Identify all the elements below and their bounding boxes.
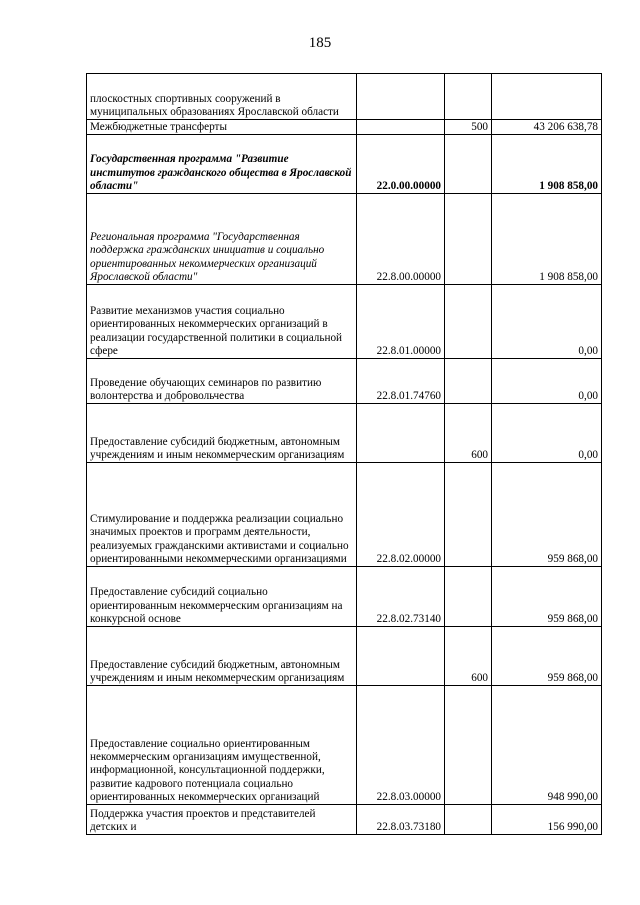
row-sum-cell: 959 868,00	[492, 463, 602, 567]
row-sum-cell: 959 868,00	[492, 627, 602, 686]
row-code-cell: 22.8.03.00000	[357, 686, 445, 805]
table-row	[87, 285, 602, 359]
row-sum-cell	[492, 74, 602, 120]
table-row	[87, 135, 602, 194]
row-code-cell: 22.0.00.00000	[357, 135, 445, 194]
budget-table	[86, 73, 602, 835]
row-code-cell: 22.8.01.00000	[357, 285, 445, 359]
row-code-cell	[357, 74, 445, 120]
row-name-cell: Предоставление субсидий бюджетным, автономным учреждениям и иным некоммерческим организациям	[87, 404, 357, 463]
row-code-cell: 22.8.03.73180	[357, 805, 445, 835]
row-name-cell: Стимулирование и поддержка реализации социально значимых проектов и программ деятельности, реализуемых гражданскими активистами и социально ориентированными некоммерческими организациями	[87, 463, 357, 567]
row-type-cell	[445, 359, 492, 404]
table-row	[87, 463, 602, 567]
row-name-cell: плоскостных спортивных сооружений в муниципальных образованиях Ярославской области	[87, 74, 357, 120]
row-type-cell	[445, 285, 492, 359]
table-row	[87, 404, 602, 463]
row-name-cell: Региональная программа "Государственная поддержка гражданских инициатив и социально ориентированных некоммерческих организаций Ярославской области"	[87, 194, 357, 285]
row-sum-cell: 0,00	[492, 359, 602, 404]
row-sum-cell: 156 990,00	[492, 805, 602, 835]
row-sum-cell: 948 990,00	[492, 686, 602, 805]
table-row	[87, 120, 602, 135]
row-name-cell: Предоставление социально ориентированным некоммерческим организациям имущественной, информационной, консультационной поддержки, развитие кадрового потенциала социально ориентированных некоммерческих организаций	[87, 686, 357, 805]
row-name-cell: Межбюджетные трансферты	[87, 120, 357, 135]
row-sum-cell: 1 908 858,00	[492, 135, 602, 194]
row-type-cell	[445, 805, 492, 835]
row-type-cell: 500	[445, 120, 492, 135]
row-sum-cell: 1 908 858,00	[492, 194, 602, 285]
table-row	[87, 567, 602, 627]
row-name-cell: Государственная программа "Развитие институтов гражданского общества в Ярославской области"	[87, 135, 357, 194]
row-type-cell	[445, 135, 492, 194]
page-number: 185	[308, 35, 332, 51]
table-row	[87, 359, 602, 404]
row-code-cell: 22.8.00.00000	[357, 194, 445, 285]
row-sum-cell: 43 206 638,78	[492, 120, 602, 135]
table-row	[87, 74, 602, 120]
table-row	[87, 194, 602, 285]
row-type-cell	[445, 74, 492, 120]
row-name-cell: Предоставление субсидий бюджетным, автономным учреждениям и иным некоммерческим организациям	[87, 627, 357, 686]
row-code-cell	[357, 404, 445, 463]
row-type-cell	[445, 686, 492, 805]
table-row	[87, 805, 602, 835]
row-sum-cell: 0,00	[492, 404, 602, 463]
row-type-cell: 600	[445, 627, 492, 686]
row-type-cell: 600	[445, 404, 492, 463]
row-code-cell: 22.8.02.00000	[357, 463, 445, 567]
table-row	[87, 686, 602, 805]
row-code-cell: 22.8.01.74760	[357, 359, 445, 404]
row-type-cell	[445, 194, 492, 285]
row-code-cell	[357, 120, 445, 135]
row-type-cell	[445, 463, 492, 567]
table-row	[87, 627, 602, 686]
row-name-cell: Развитие механизмов участия социально ориентированных некоммерческих организаций в реализации государственной политики в социальной сфере	[87, 285, 357, 359]
row-sum-cell: 0,00	[492, 285, 602, 359]
row-name-cell: Поддержка участия проектов и представителей детских и	[87, 805, 357, 835]
row-sum-cell: 959 868,00	[492, 567, 602, 627]
row-code-cell	[357, 627, 445, 686]
row-name-cell: Предоставление субсидий социально ориентированным некоммерческим организациям на конкурсной основе	[87, 567, 357, 627]
row-code-cell: 22.8.02.73140	[357, 567, 445, 627]
row-type-cell	[445, 567, 492, 627]
row-name-cell: Проведение обучающих семинаров по развитию волонтерства и добровольчества	[87, 359, 357, 404]
